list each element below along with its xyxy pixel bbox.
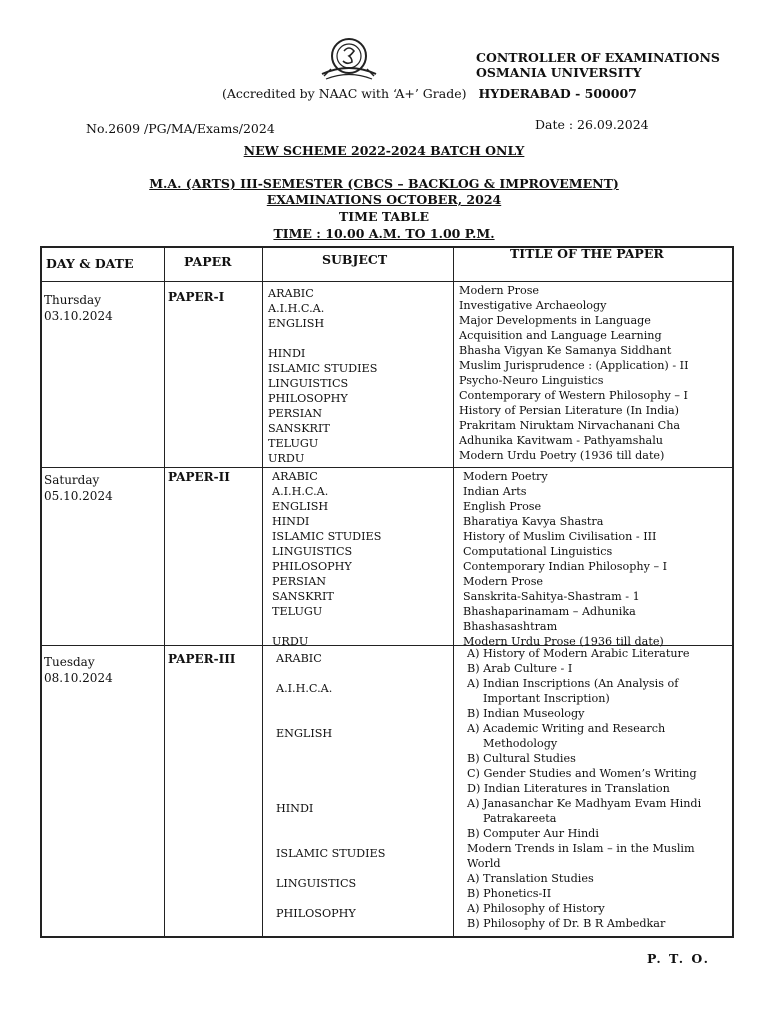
subject-item bbox=[276, 891, 461, 906]
subject-item bbox=[276, 756, 461, 771]
paper-title-list bbox=[459, 283, 731, 463]
paper-title-item: Bhasha Vigyan Ke Samanya Siddhant bbox=[459, 344, 672, 357]
paper-title-item: Patrakareeta bbox=[483, 812, 557, 825]
university-seal-logo bbox=[318, 36, 380, 84]
table-row-day-date bbox=[44, 292, 162, 324]
paper-title-item: B) Computer Aur Hindi bbox=[467, 827, 599, 840]
subject-item: TELUGU bbox=[272, 605, 323, 618]
subject-item: SANSKRIT bbox=[268, 422, 330, 435]
paper-title-list bbox=[463, 469, 735, 649]
exams-heading: EXAMINATIONS OCTOBER, 2024 bbox=[266, 192, 502, 207]
exam-timetable bbox=[40, 246, 734, 938]
paper-title-item: Prakritam Niruktam Nirvachanani Cha bbox=[459, 419, 681, 432]
paper-title-item: Bhashaparinamam – Adhunika bbox=[463, 605, 636, 618]
paper-title-item: History of Muslim Civilisation - III bbox=[463, 530, 657, 543]
subject-item: A.I.H.C.A. bbox=[268, 302, 325, 315]
table-row-paper: PAPER-III bbox=[168, 652, 236, 666]
table-row-day-date bbox=[44, 654, 162, 686]
office-title: CONTROLLER OF EXAMINATIONS bbox=[476, 50, 720, 65]
paper-title-item: A) Academic Writing and Research bbox=[467, 722, 666, 735]
paper-title-item: A) Janasanchar Ke Madhyam Evam Hindi bbox=[467, 797, 702, 810]
column-header-day-date: DAY & DATE bbox=[46, 256, 134, 271]
paper-title-item: C) Gender Studies and Women’s Writing bbox=[467, 767, 697, 780]
column-header-subject: SUBJECT bbox=[322, 252, 388, 267]
paper-title-item: Contemporary of Western Philosophy – I bbox=[459, 389, 688, 402]
paper-title-item: A) Indian Inscriptions (An Analysis of bbox=[467, 677, 679, 690]
paper-title-item: B) Philosophy of Dr. B R Ambedkar bbox=[467, 917, 666, 930]
subject-item: ARABIC bbox=[276, 652, 322, 665]
accreditation-line bbox=[222, 86, 637, 101]
paper-title-item: Modern Poetry bbox=[463, 470, 548, 483]
subject-list bbox=[268, 286, 453, 466]
paper-title-item: English Prose bbox=[463, 500, 542, 513]
paper-title-item: Adhunika Kavitwam - Pathyamshalu bbox=[459, 434, 664, 447]
subject-item bbox=[268, 331, 453, 346]
subject-item bbox=[276, 786, 461, 801]
table-row-paper: PAPER-II bbox=[168, 470, 230, 484]
column-divider bbox=[262, 246, 263, 938]
column-header-title: TITLE OF THE PAPER bbox=[510, 246, 664, 261]
subject-item bbox=[276, 816, 461, 831]
subject-item: A.I.H.C.A. bbox=[276, 682, 333, 695]
exam-date: 03.10.2024 bbox=[44, 309, 113, 323]
subject-list bbox=[272, 469, 457, 649]
exam-day: Tuesday bbox=[44, 655, 95, 669]
subject-item: TELUGU bbox=[268, 437, 319, 450]
paper-title-item: Muslim Jurisprudence : (Application) - II bbox=[459, 359, 689, 372]
paper-title-item: Modern Prose bbox=[463, 575, 544, 588]
paper-title-item: Modern Urdu Prose (1936 till date) bbox=[463, 635, 664, 648]
subject-item: PERSIAN bbox=[272, 575, 327, 588]
subject-item: ISLAMIC STUDIES bbox=[276, 847, 386, 860]
subject-item: ENGLISH bbox=[272, 500, 329, 513]
exam-day: Saturday bbox=[44, 473, 100, 487]
accreditation-text: (Accredited by NAAC with ‘A+’ Grade) bbox=[222, 86, 467, 101]
subject-item: URDU bbox=[268, 452, 305, 465]
issue-date: Date : 26.09.2024 bbox=[535, 117, 649, 132]
paper-title-item: World bbox=[467, 857, 501, 870]
subject-item: PHILOSOPHY bbox=[276, 907, 356, 920]
subject-item bbox=[276, 666, 461, 681]
paper-title-item: Indian Arts bbox=[463, 485, 527, 498]
subject-item bbox=[276, 771, 461, 786]
please-turn-over: P. T. O. bbox=[647, 951, 710, 966]
subject-item bbox=[276, 861, 461, 876]
subject-item: A.I.H.C.A. bbox=[272, 485, 329, 498]
paper-title-item: Modern Prose bbox=[459, 284, 540, 297]
paper-title-item: A) Philosophy of History bbox=[467, 902, 605, 915]
table-row-day-date bbox=[44, 472, 162, 504]
paper-title-item: Modern Trends in Islam – in the Muslim bbox=[467, 842, 695, 855]
subject-item: ARABIC bbox=[272, 470, 318, 483]
subject-item: PERSIAN bbox=[268, 407, 323, 420]
subject-item: ISLAMIC STUDIES bbox=[272, 530, 382, 543]
paper-title-item: B) Indian Museology bbox=[467, 707, 585, 720]
paper-title-item: B) Cultural Studies bbox=[467, 752, 576, 765]
subject-item: LINGUISTICS bbox=[276, 877, 357, 890]
university-address: HYDERABAD - 500007 bbox=[478, 86, 637, 101]
subject-item bbox=[276, 831, 461, 846]
paper-title-item: A) Translation Studies bbox=[467, 872, 594, 885]
exam-date: 08.10.2024 bbox=[44, 671, 113, 685]
table-border bbox=[40, 936, 734, 938]
course-heading: M.A. (ARTS) III-SEMESTER (CBCS – BACKLOG & IMPROVEMENT) bbox=[149, 176, 619, 191]
reference-number: No.2609 /PG/MA/Exams/2024 bbox=[86, 121, 275, 136]
paper-title-item: B) Phonetics-II bbox=[467, 887, 552, 900]
subject-item: ARABIC bbox=[268, 287, 314, 300]
table-row-paper: PAPER-I bbox=[168, 290, 225, 304]
paper-title-item: Modern Urdu Poetry (1936 till date) bbox=[459, 449, 665, 462]
paper-title-item: Contemporary Indian Philosophy – I bbox=[463, 560, 668, 573]
column-header-paper: PAPER bbox=[184, 254, 232, 269]
paper-title-item: Psycho-Neuro Linguistics bbox=[459, 374, 604, 387]
table-border bbox=[40, 246, 42, 938]
subject-item: URDU bbox=[272, 635, 309, 648]
header-divider bbox=[40, 281, 734, 282]
subject-item: LINGUISTICS bbox=[272, 545, 353, 558]
subject-item: PHILOSOPHY bbox=[268, 392, 348, 405]
paper-title-item: Bhashasashtram bbox=[463, 620, 558, 633]
subject-item bbox=[276, 711, 461, 726]
paper-title-item: Bharatiya Kavya Shastra bbox=[463, 515, 604, 528]
paper-title-item: Investigative Archaeology bbox=[459, 299, 607, 312]
subject-item bbox=[276, 741, 461, 756]
paper-title-item: D) Indian Literatures in Translation bbox=[467, 782, 670, 795]
university-name: OSMANIA UNIVERSITY bbox=[476, 65, 642, 80]
scheme-heading: NEW SCHEME 2022-2024 BATCH ONLY bbox=[243, 143, 525, 158]
timetable-heading: TIME TABLE bbox=[338, 209, 430, 224]
paper-title-item: B) Arab Culture - I bbox=[467, 662, 573, 675]
subject-item: PHILOSOPHY bbox=[272, 560, 352, 573]
issuing-office bbox=[476, 50, 720, 80]
column-divider bbox=[164, 246, 165, 938]
paper-title-item: Sanskrita-Sahitya-Shastram - 1 bbox=[463, 590, 640, 603]
subject-item: LINGUISTICS bbox=[268, 377, 349, 390]
paper-title-item: Methodology bbox=[483, 737, 558, 750]
paper-title-item: History of Persian Literature (In India) bbox=[459, 404, 680, 417]
subject-item: ENGLISH bbox=[268, 317, 325, 330]
subject-item: HINDI bbox=[276, 802, 314, 815]
time-heading: TIME : 10.00 A.M. TO 1.00 P.M. bbox=[273, 226, 495, 241]
paper-title-item: A) History of Modern Arabic Literature bbox=[467, 647, 690, 660]
subject-item: ISLAMIC STUDIES bbox=[268, 362, 378, 375]
exam-day: Thursday bbox=[44, 293, 101, 307]
paper-title-item: Acquisition and Language Learning bbox=[459, 329, 662, 342]
subject-item bbox=[272, 619, 457, 634]
subject-item: ENGLISH bbox=[276, 727, 333, 740]
subject-item: SANSKRIT bbox=[272, 590, 334, 603]
row-divider bbox=[40, 467, 734, 468]
exam-date: 05.10.2024 bbox=[44, 489, 113, 503]
subject-item: HINDI bbox=[268, 347, 306, 360]
paper-title-list bbox=[467, 646, 739, 931]
subject-item bbox=[276, 696, 461, 711]
subject-item: HINDI bbox=[272, 515, 310, 528]
subject-list bbox=[276, 651, 461, 921]
paper-title-item: Major Developments in Language bbox=[459, 314, 651, 327]
paper-title-item: Important Inscription) bbox=[483, 692, 610, 705]
paper-title-item: Computational Linguistics bbox=[463, 545, 613, 558]
